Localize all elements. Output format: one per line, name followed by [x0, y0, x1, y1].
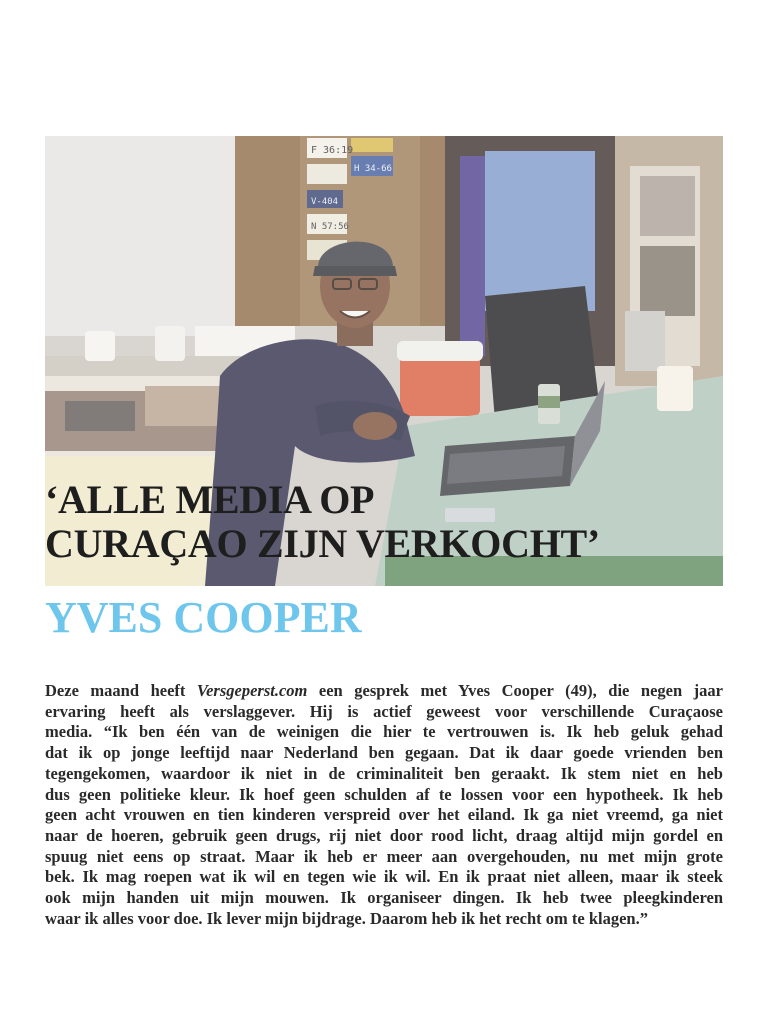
article-body	[45, 681, 723, 929]
interviewee-name: YVES COOPER	[45, 593, 362, 642]
body-intro-after: een gesprek met Yves Cooper (49), die negen jaar	[307, 681, 723, 700]
body-line: bek. Ik mag roepen wat ik wil en tegen wie ik wil. En ik praat niet alleen, maar ik steek	[45, 867, 723, 887]
article-headline	[45, 478, 725, 566]
headline-line-2: CURAÇAO ZIJN VERKOCHT’	[45, 521, 600, 566]
body-line: geen acht vrouwen en tien kinderen verspreid over het eiland. Ik ga niet vreemd, ga niet	[45, 805, 723, 825]
svg-text:N 57:56: N 57:56	[311, 222, 349, 232]
svg-text:F 36:19: F 36:19	[311, 145, 354, 156]
site-name: Versgeperst.com	[196, 681, 308, 700]
body-intro-before: Deze maand heeft	[45, 681, 197, 700]
body-line: dat ik op jonge leeftijd naar Nederland ben gegaan. Dat ik daar goede vrienden ben	[45, 743, 723, 763]
body-line: tegengekomen, waardoor ik niet in de criminaliteit ben geraakt. Ik stem niet en heb	[45, 763, 723, 783]
body-line: ook mijn handen uit mijn mouwen. Ik organiseer dingen. Ik heb twee pleegkinderen	[45, 888, 723, 908]
body-line: spuug niet eens op straat. Maar ik heb er meer aan overgehouden, nu met mijn grote	[45, 846, 723, 866]
svg-text:V-404: V-404	[311, 197, 339, 207]
body-line-last: waar ik alles voor doe. Ik lever mijn bijdrage. Daarom heb ik het recht om te klagen.”	[45, 908, 648, 928]
body-line: ervaring heeft als verslaggever. Hij is actief geweest voor verschillende Curaçaose	[45, 701, 723, 721]
svg-text:H 34-66: H 34-66	[354, 164, 392, 174]
body-line: media. “Ik ben één van de weinigen die hier te vertrouwen is. Ik heb geluk gehad	[45, 722, 723, 742]
body-line: dus geen politieke kleur. Ik hoef geen schulden af te lossen voor een hypotheek. Ik heb	[45, 784, 723, 804]
body-line-1	[45, 681, 723, 702]
headline-line-1: ‘ALLE MEDIA OP	[45, 477, 375, 522]
body-line: naar de hoeren, gebruik geen drugs, rij niet door rood licht, draag altijd mijn gordel en	[45, 825, 723, 845]
